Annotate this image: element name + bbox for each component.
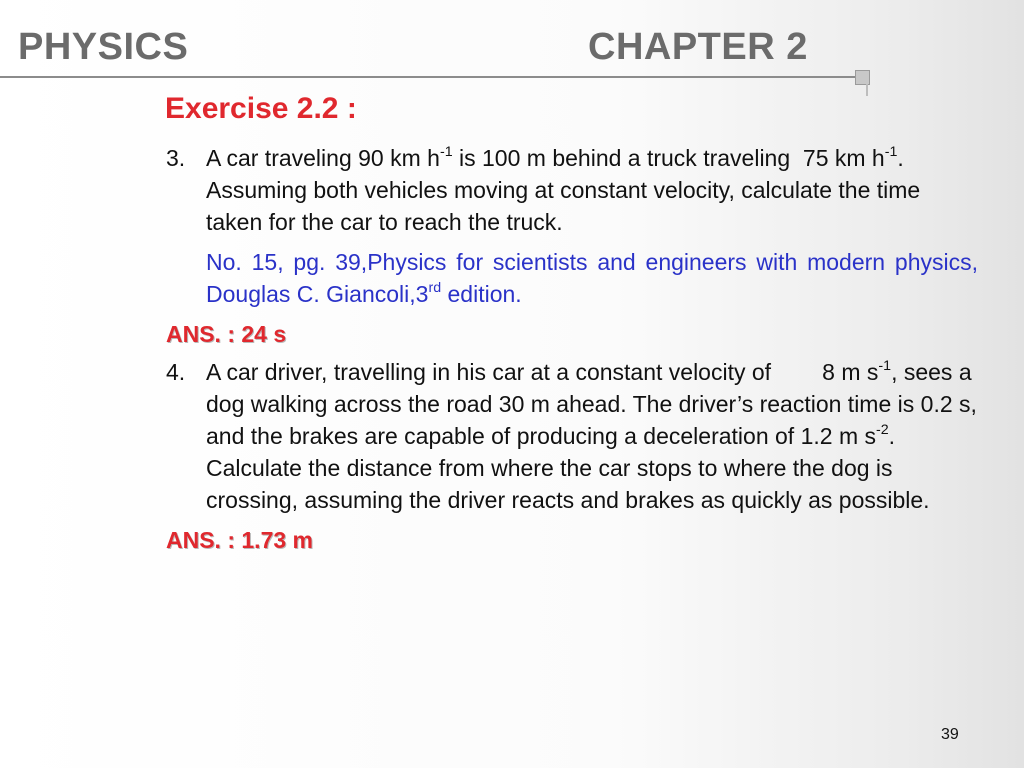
superscript: -2 — [876, 422, 889, 439]
question-text-part: . Calculate the distance from where the car stops to where the dog is crossing, assuming the driver reacts and brakes as quickly as possible. — [206, 423, 930, 513]
question-text — [206, 142, 978, 238]
question-4 — [166, 356, 978, 516]
divider-square-icon — [855, 70, 870, 85]
superscript: -1 — [439, 144, 453, 161]
superscript: -1 — [884, 144, 898, 161]
question-text — [206, 356, 978, 516]
superscript: rd — [428, 280, 442, 297]
question-number: 3. — [166, 145, 186, 171]
header-subject: PHYSICS — [18, 26, 189, 68]
question-text-part: is 100 m behind a truck traveling 75 km h — [452, 145, 885, 171]
exercise-content — [166, 142, 978, 562]
question-text-part: , sees a dog walking across the road 30 m ahead. The driver’s reaction time is 0.2 s, and the brakes are capable of producing a deceleration of 1.2 m s — [206, 359, 977, 449]
header-divider — [0, 76, 858, 78]
reference-text-part: edition. — [441, 281, 522, 307]
answer-3: ANS. : 24 s — [166, 321, 287, 347]
answer-4: ANS. : 1.73 m — [166, 527, 313, 553]
exercise-title: Exercise 2.2 : — [165, 92, 357, 125]
question-text-part: A car driver, travelling in his car at a constant velocity of 8 m s — [206, 359, 879, 385]
header-chapter: CHAPTER 2 — [588, 26, 808, 68]
question-reference — [206, 246, 978, 310]
divider-tail — [866, 84, 868, 96]
page-number: 39 — [941, 726, 959, 743]
superscript: -1 — [878, 358, 892, 375]
question-number: 4. — [166, 359, 186, 385]
question-text-part: A car traveling 90 km h — [206, 145, 440, 171]
question-3 — [166, 142, 978, 238]
reference-text-part: No. 15, pg. 39,Physics for scientists and engineers with modern physics, Douglas C. Giancoli,3 — [206, 249, 978, 307]
question-text-part: . Assuming both vehicles moving at constant velocity, calculate the time taken for the car to reach the truck. — [206, 145, 921, 235]
